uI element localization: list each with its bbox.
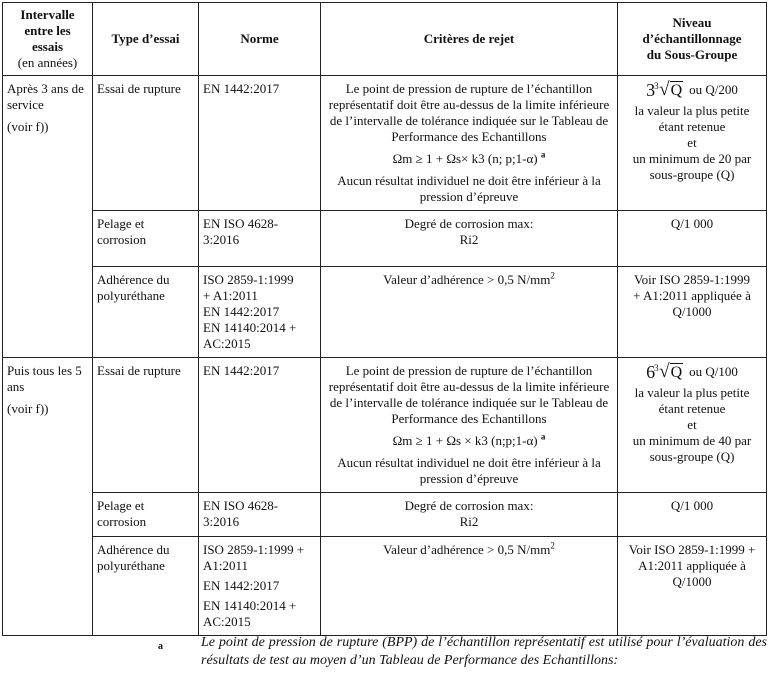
header-level-line1: Niveau	[672, 15, 712, 30]
level-line5: sous-groupe (Q)	[649, 166, 735, 182]
level-alt: ou Q/200	[689, 82, 738, 98]
root-index: 3	[654, 80, 659, 91]
norm-cell: EN 1442:2017	[199, 76, 321, 211]
header-interval-line1: Intervalle	[20, 7, 75, 22]
type-cell: Essai de rupture	[93, 358, 199, 493]
level-line2: A1:2011 appliquée à	[638, 558, 746, 573]
norm-line1: ISO 2859-1:1999	[203, 272, 294, 287]
formula-footnote-ref: a	[540, 431, 546, 442]
level-cell: Q/1 000	[618, 211, 767, 267]
header-interval-line3: essais	[31, 39, 64, 54]
table-header-row	[3, 3, 767, 76]
norm-line4: EN 14140:2014 +	[203, 320, 297, 335]
table-row	[3, 537, 767, 636]
criteria-text: Valeur d’adhérence > 0,5 N/mm	[383, 542, 551, 557]
root-radicand: Q	[670, 81, 683, 99]
header-interval-line2: entre les	[24, 23, 71, 38]
unit-exponent: 2	[550, 270, 555, 281]
level-line3: et	[687, 416, 697, 432]
level-line3: Q/1000	[672, 304, 712, 319]
level-formula	[622, 78, 762, 101]
type-cell: Pelage et corrosion	[93, 493, 199, 537]
norm-line5: AC:2015	[203, 336, 251, 351]
table-row	[3, 211, 767, 267]
level-line1: la valeur la plus petite	[634, 384, 750, 400]
table-row	[3, 267, 767, 358]
footnote-text: Le point de pression de rupture (BPP) de l’échantillon représentatif est utilisé pour l’évaluation des résultats de test au moyen d’un Tableau de Performance des Echantillons:	[201, 635, 767, 668]
table-row	[3, 358, 767, 493]
criteria-text2: Aucun résultat individuel ne doit être inférieur à la pression d’épreuve	[337, 173, 601, 204]
norm-cell: EN ISO 4628-3:2016	[199, 211, 321, 267]
radical-sign: √	[659, 360, 670, 382]
level-alt: ou Q/100	[689, 364, 738, 380]
root-radicand: Q	[670, 363, 683, 381]
criteria-cell	[321, 358, 618, 493]
criteria-formula	[325, 151, 613, 167]
criteria-text: Le point de pression de rupture de l’échantillon représentatif doit être au-dessus de la limite inférieure de l’intervalle de tolérance indiquée sur le Tableau de Performance des Echantillons	[328, 81, 610, 144]
norm-cell: EN ISO 4628-3:2016	[199, 493, 321, 537]
level-cell	[618, 537, 767, 636]
criteria-cell	[321, 211, 618, 267]
criteria-line1: Degré de corrosion max:	[404, 216, 534, 231]
type-cell: Pelage et corrosion	[93, 211, 199, 267]
header-level-line3: du Sous-Groupe	[646, 47, 738, 62]
criteria-cell	[321, 76, 618, 211]
header-type: Type d’essai	[93, 3, 199, 76]
radical-sign: √	[659, 78, 670, 100]
norm-line2: EN 1442:2017	[203, 578, 280, 593]
header-interval-line4: (en années)	[17, 55, 78, 70]
interval-text: Puis tous les 5 ans	[7, 363, 82, 394]
criteria-cell	[321, 267, 618, 358]
level-line1: la valeur la plus petite	[634, 102, 750, 118]
interval-cell	[3, 76, 93, 358]
criteria-line1: Degré de corrosion max:	[404, 498, 534, 513]
header-criteria: Critères de rejet	[321, 3, 618, 76]
level-line4: un minimum de 40 par	[632, 432, 752, 448]
level-coeff: 3	[646, 80, 656, 101]
level-line5: sous-groupe (Q)	[649, 448, 735, 464]
norm-cell	[199, 267, 321, 358]
interval-note: (voir f))	[7, 401, 49, 416]
formula-text: Ωm ≥ 1 + Ωs× k3 (n; p;1-α)	[392, 151, 538, 166]
criteria-text: Le point de pression de rupture de l’échantillon représentatif doit être au-dessus de la limite inférieure de l’intervalle de tolérance indiquée sur le Tableau de Performance des Echantillons	[328, 363, 610, 426]
header-norm: Norme	[199, 3, 321, 76]
norm-line3: EN 14140:2014 + AC:2015	[203, 598, 297, 629]
level-line2: + A1:2011 appliquée à	[633, 288, 751, 303]
criteria-line2: Ri2	[459, 232, 479, 247]
type-cell: Adhérence du polyuréthane	[93, 537, 199, 636]
level-line2: étant retenue	[658, 400, 726, 416]
criteria-formula	[325, 433, 613, 449]
level-formula	[622, 360, 762, 383]
level-cell	[618, 76, 767, 211]
norm-line1: ISO 2859-1:1999 + A1:2011	[203, 542, 305, 573]
level-line3: Q/1000	[672, 574, 712, 589]
level-line3: et	[687, 134, 697, 150]
criteria-cell	[321, 537, 618, 636]
header-level	[618, 3, 767, 76]
cube-root	[654, 78, 683, 100]
interval-cell	[3, 358, 93, 636]
header-level-line2: d’échantillonnage	[642, 31, 742, 46]
level-line1: Voir ISO 2859-1:1999 +	[628, 542, 756, 557]
header-interval	[3, 3, 93, 76]
test-schedule-table	[2, 2, 767, 636]
interval-text: Après 3 ans de service	[7, 81, 84, 112]
norm-line2: + A1:2011	[203, 288, 258, 303]
cube-root	[654, 360, 683, 382]
norm-cell: EN 1442:2017	[199, 358, 321, 493]
table-row	[3, 76, 767, 211]
level-cell: Q/1 000	[618, 493, 767, 537]
interval-note: (voir f))	[7, 119, 49, 134]
level-line1: Voir ISO 2859-1:1999	[633, 272, 751, 287]
level-line2: étant retenue	[658, 118, 726, 134]
level-cell	[618, 358, 767, 493]
footnote-mark: a	[158, 641, 163, 652]
type-cell: Essai de rupture	[93, 76, 199, 211]
norm-line3: EN 1442:2017	[203, 304, 280, 319]
formula-footnote-ref: a	[540, 149, 546, 160]
table-row	[3, 493, 767, 537]
criteria-cell	[321, 493, 618, 537]
criteria-text2: Aucun résultat individuel ne doit être inférieur à la pression d’épreuve	[337, 455, 601, 486]
criteria-text: Valeur d’adhérence > 0,5 N/mm	[383, 272, 551, 287]
norm-cell	[199, 537, 321, 636]
unit-exponent: 2	[550, 540, 555, 551]
root-index: 3	[654, 362, 659, 373]
criteria-line2: Ri2	[459, 514, 479, 529]
level-line4: un minimum de 20 par	[632, 150, 752, 166]
level-coeff: 6	[646, 362, 656, 383]
type-cell: Adhérence du polyuréthane	[93, 267, 199, 358]
level-cell	[618, 267, 767, 358]
formula-text: Ωm ≥ 1 + Ωs × k3 (n;p;1-α)	[392, 433, 538, 448]
